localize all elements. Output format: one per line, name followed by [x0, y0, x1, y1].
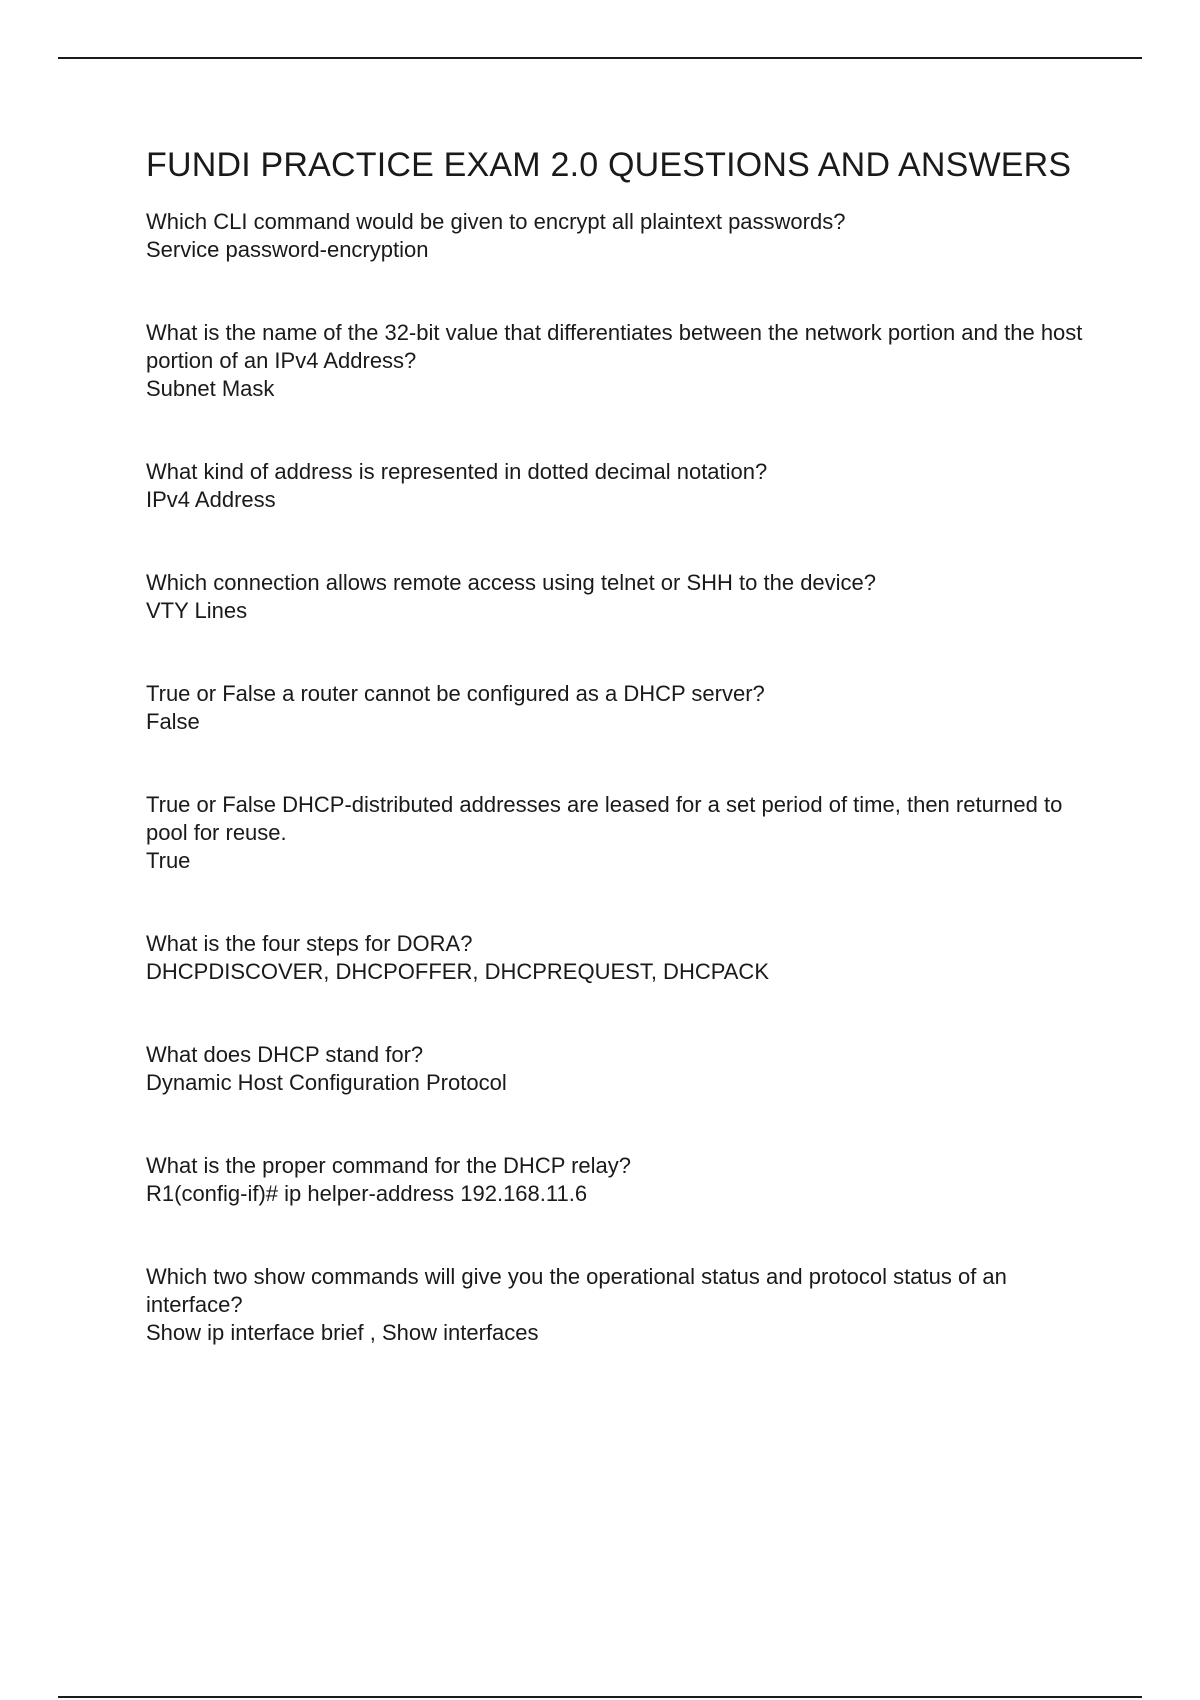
- document-title: FUNDI PRACTICE EXAM 2.0 QUESTIONS AND ANSWERS: [146, 146, 1072, 184]
- question-text: True or False a router cannot be configured as a DHCP server?: [146, 681, 765, 706]
- question-text: Which two show commands will give you the operational status and protocol status of an interface?: [146, 1264, 1007, 1317]
- answer-text: R1(config-if)# ip helper-address 192.168.11.6: [146, 1181, 588, 1206]
- qa-item: [146, 791, 1106, 875]
- question-text: Which connection allows remote access using telnet or SHH to the device?: [146, 570, 877, 595]
- question-text: What is the four steps for DORA?: [146, 931, 473, 956]
- question-text: What is the proper command for the DHCP relay?: [146, 1153, 632, 1178]
- qa-item: [146, 1041, 1106, 1097]
- qa-list: [146, 208, 1106, 1347]
- qa-item: [146, 208, 1106, 264]
- answer-text: False: [146, 709, 200, 734]
- answer-text: Dynamic Host Configuration Protocol: [146, 1070, 507, 1095]
- bottom-rule: [58, 1696, 1142, 1698]
- answer-text: IPv4 Address: [146, 487, 276, 512]
- question-text: True or False DHCP-distributed addresses are leased for a set period of time, then returned to pool for reuse.: [146, 792, 1063, 845]
- answer-text: VTY Lines: [146, 598, 248, 623]
- answer-text: Show ip interface brief , Show interfaces: [146, 1320, 539, 1345]
- document-body: [146, 144, 1106, 1402]
- qa-item: [146, 1263, 1106, 1347]
- qa-item: [146, 458, 1106, 514]
- qa-item: [146, 569, 1106, 625]
- answer-text: True: [146, 848, 191, 873]
- question-text: What is the name of the 32-bit value that differentiates between the network portion and the host portion of an IPv4 Address?: [146, 320, 1083, 373]
- answer-text: Subnet Mask: [146, 376, 275, 401]
- question-text: Which CLI command would be given to encrypt all plaintext passwords?: [146, 209, 846, 234]
- top-rule: [58, 57, 1142, 59]
- answer-text: DHCPDISCOVER, DHCPOFFER, DHCPREQUEST, DHCPACK: [146, 959, 769, 984]
- answer-text: Service password-encryption: [146, 237, 429, 262]
- qa-item: [146, 680, 1106, 736]
- qa-item: [146, 1152, 1106, 1208]
- question-text: What does DHCP stand for?: [146, 1042, 424, 1067]
- question-text: What kind of address is represented in dotted decimal notation?: [146, 459, 768, 484]
- qa-item: [146, 930, 1106, 986]
- qa-item: [146, 319, 1106, 403]
